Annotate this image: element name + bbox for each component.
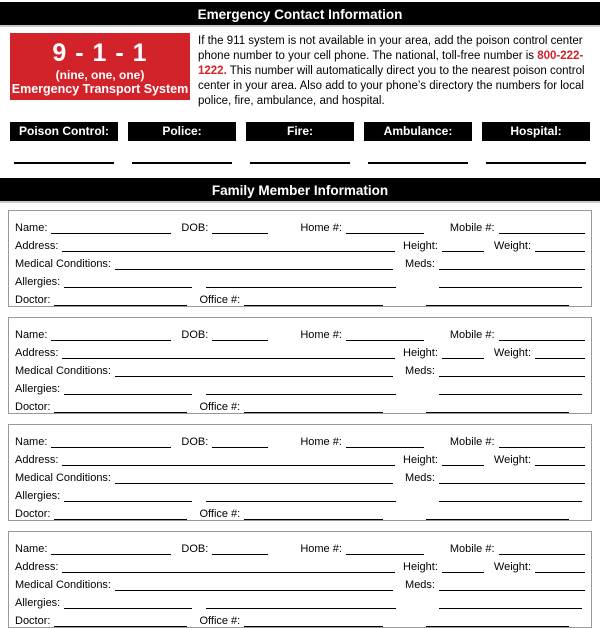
police-blank-line	[132, 162, 232, 164]
contact-label-police: Police:	[128, 122, 236, 141]
member-row-name	[15, 431, 585, 449]
height-label: Height:	[403, 240, 438, 252]
allergies-continuation-line	[206, 394, 396, 395]
mobile-phone-blank-line	[499, 554, 585, 555]
meds-continuation-line-2	[426, 519, 569, 520]
contact-label-poison-control: Poison Control:	[10, 122, 118, 141]
weight-label: Weight:	[493, 454, 531, 466]
911-words: (nine, one, one)	[55, 68, 145, 82]
meds-label: Meds:	[405, 472, 435, 484]
allergies-label: Allergies:	[15, 276, 61, 288]
height-label: Height:	[403, 561, 438, 573]
weight-blank-line	[535, 251, 585, 252]
name-label: Name:	[15, 222, 48, 234]
member-row-name	[15, 324, 585, 342]
allergies-blank-line	[64, 501, 192, 502]
member-row-medical	[15, 574, 585, 592]
home-phone-label: Home #:	[300, 222, 342, 234]
doctor-blank-line	[54, 412, 187, 413]
name-label: Name:	[15, 329, 48, 341]
contact-label-fire: Fire:	[246, 122, 354, 141]
contact-label-hospital: Hospital:	[482, 122, 590, 141]
height-label: Height:	[403, 454, 438, 466]
name-label: Name:	[15, 543, 48, 555]
doctor-label: Doctor:	[15, 294, 51, 306]
member-row-allergies	[15, 378, 585, 396]
member-row-doctor	[15, 610, 585, 628]
member-row-allergies	[15, 485, 585, 503]
medical-conditions-blank-line	[115, 376, 393, 377]
meds-continuation-line-2	[426, 626, 569, 627]
home-phone-label: Home #:	[300, 436, 342, 448]
member-row-medical	[15, 467, 585, 485]
meds-blank-line	[439, 269, 585, 270]
address-blank-line	[62, 465, 395, 466]
dob-blank-line	[212, 340, 268, 341]
paragraph-text-before: If the 911 system is not available in your area, add the poison control center phone number to your cell phone. The national, toll-free number is	[198, 35, 583, 62]
name-blank-line	[51, 554, 171, 555]
member-row-name	[15, 538, 585, 556]
medical-conditions-label: Medical Conditions:	[15, 579, 111, 591]
allergies-blank-line	[64, 608, 192, 609]
meds-blank-line	[439, 590, 585, 591]
family-member-section	[8, 317, 592, 414]
doctor-label: Doctor:	[15, 508, 51, 520]
home-phone-blank-line	[346, 447, 424, 448]
member-row-doctor	[15, 289, 585, 307]
office-phone-blank-line	[244, 626, 383, 627]
meds-continuation-line-2	[426, 412, 569, 413]
meds-continuation-line-1	[439, 287, 582, 288]
medical-conditions-blank-line	[115, 269, 393, 270]
family-member-header: Family Member Information	[0, 178, 600, 203]
meds-continuation-line-1	[439, 608, 582, 609]
mobile-phone-label: Mobile #:	[449, 436, 495, 448]
hospital-blank-line	[486, 162, 586, 164]
office-phone-blank-line	[244, 305, 383, 306]
allergies-label: Allergies:	[15, 597, 61, 609]
dob-label: DOB:	[181, 329, 209, 341]
address-blank-line	[62, 358, 395, 359]
fire-blank-line	[250, 162, 350, 164]
home-phone-blank-line	[346, 233, 424, 234]
poison-control-blank-line	[14, 162, 114, 164]
address-blank-line	[62, 572, 395, 573]
family-member-section	[8, 424, 592, 521]
name-blank-line	[51, 447, 171, 448]
dob-label: DOB:	[181, 436, 209, 448]
ambulance-blank-line	[368, 162, 468, 164]
paragraph-text-after: This number will automatically direct you to the nearest poison control center in your area. Also add to your phone’s directory the numbers for local police, fire, ambulance, and hospital.	[198, 65, 585, 107]
office-phone-label: Office #:	[199, 401, 241, 413]
weight-blank-line	[535, 572, 585, 573]
name-blank-line	[51, 340, 171, 341]
mobile-phone-label: Mobile #:	[449, 543, 495, 555]
family-member-sections	[8, 210, 592, 628]
allergies-continuation-line	[206, 608, 396, 609]
mobile-phone-label: Mobile #:	[449, 329, 495, 341]
dob-label: DOB:	[181, 222, 209, 234]
member-row-allergies	[15, 271, 585, 289]
doctor-label: Doctor:	[15, 615, 51, 627]
contact-label-ambulance: Ambulance:	[364, 122, 472, 141]
weight-label: Weight:	[493, 240, 531, 252]
address-blank-line	[62, 251, 395, 252]
doctor-label: Doctor:	[15, 401, 51, 413]
medical-conditions-label: Medical Conditions:	[15, 258, 111, 270]
meds-label: Meds:	[405, 258, 435, 270]
allergies-label: Allergies:	[15, 383, 61, 395]
office-phone-blank-line	[244, 412, 383, 413]
allergies-blank-line	[64, 287, 192, 288]
meds-blank-line	[439, 376, 585, 377]
meds-continuation-line-2	[426, 305, 569, 306]
name-blank-line	[51, 233, 171, 234]
height-blank-line	[442, 465, 484, 466]
meds-continuation-line-1	[439, 501, 582, 502]
height-blank-line	[442, 358, 484, 359]
member-row-name	[15, 217, 585, 235]
address-label: Address:	[15, 240, 59, 252]
home-phone-label: Home #:	[300, 329, 342, 341]
medical-conditions-blank-line	[115, 483, 393, 484]
doctor-blank-line	[54, 305, 187, 306]
height-blank-line	[442, 251, 484, 252]
address-label: Address:	[15, 454, 59, 466]
poison-control-paragraph	[198, 33, 590, 109]
home-phone-label: Home #:	[300, 543, 342, 555]
weight-blank-line	[535, 465, 585, 466]
address-label: Address:	[15, 561, 59, 573]
member-row-medical	[15, 253, 585, 271]
member-row-allergies	[15, 592, 585, 610]
weight-label: Weight:	[493, 561, 531, 573]
home-phone-blank-line	[346, 340, 424, 341]
allergies-continuation-line	[206, 287, 396, 288]
911-subtitle: Emergency Transport System	[11, 82, 189, 96]
allergies-label: Allergies:	[15, 490, 61, 502]
office-phone-blank-line	[244, 519, 383, 520]
meds-label: Meds:	[405, 365, 435, 377]
member-row-address	[15, 235, 585, 253]
medical-conditions-label: Medical Conditions:	[15, 472, 111, 484]
member-row-doctor	[15, 396, 585, 414]
medical-conditions-blank-line	[115, 590, 393, 591]
office-phone-label: Office #:	[199, 508, 241, 520]
medical-conditions-label: Medical Conditions:	[15, 365, 111, 377]
contact-blank-lines-row	[14, 162, 586, 164]
emergency-contact-header: Emergency Contact Information	[0, 2, 600, 27]
office-phone-label: Office #:	[199, 294, 241, 306]
height-label: Height:	[403, 347, 438, 359]
dob-blank-line	[212, 233, 268, 234]
mobile-phone-blank-line	[499, 447, 585, 448]
dob-label: DOB:	[181, 543, 209, 555]
weight-blank-line	[535, 358, 585, 359]
doctor-blank-line	[54, 626, 187, 627]
member-row-address	[15, 449, 585, 467]
height-blank-line	[442, 572, 484, 573]
address-label: Address:	[15, 347, 59, 359]
home-phone-blank-line	[346, 554, 424, 555]
allergies-continuation-line	[206, 501, 396, 502]
family-member-section	[8, 531, 592, 628]
contact-labels-row	[10, 122, 590, 141]
mobile-phone-label: Mobile #:	[449, 222, 495, 234]
dob-blank-line	[212, 447, 268, 448]
member-row-address	[15, 556, 585, 574]
allergies-blank-line	[64, 394, 192, 395]
member-row-address	[15, 342, 585, 360]
poison-control-phone-number: 800-222-1222.	[198, 50, 584, 77]
mobile-phone-blank-line	[499, 233, 585, 234]
office-phone-label: Office #:	[199, 615, 241, 627]
911-badge	[10, 33, 190, 100]
meds-label: Meds:	[405, 579, 435, 591]
911-number: 9 - 1 - 1	[52, 39, 148, 67]
meds-continuation-line-1	[439, 394, 582, 395]
mobile-phone-blank-line	[499, 340, 585, 341]
family-member-section	[8, 210, 592, 307]
meds-blank-line	[439, 483, 585, 484]
doctor-blank-line	[54, 519, 187, 520]
dob-blank-line	[212, 554, 268, 555]
member-row-medical	[15, 360, 585, 378]
member-row-doctor	[15, 503, 585, 521]
name-label: Name:	[15, 436, 48, 448]
weight-label: Weight:	[493, 347, 531, 359]
emergency-info-block	[10, 33, 590, 109]
